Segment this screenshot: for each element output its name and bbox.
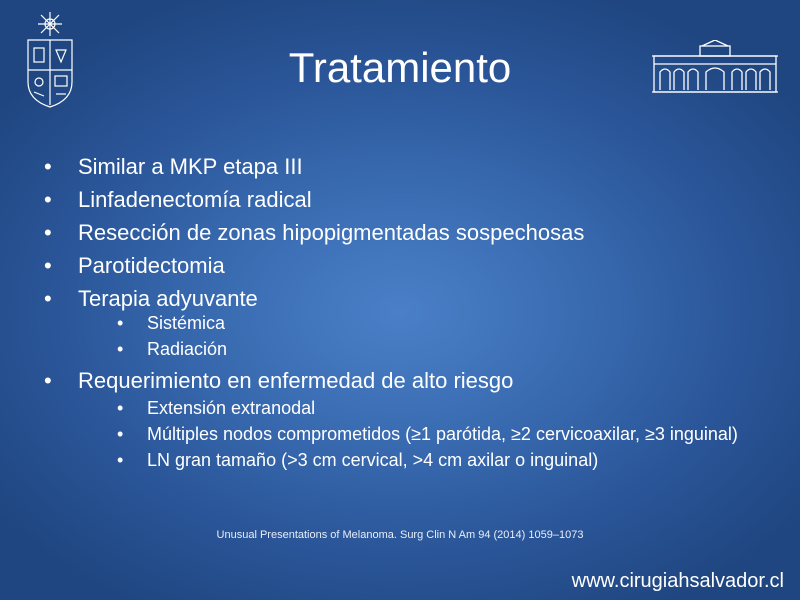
bullet-item: • Requerimiento en enfermedad de alto riesgo — [44, 364, 764, 397]
bullet-item: • Similar a MKP etapa III — [44, 150, 764, 183]
bullet-list — [44, 150, 764, 315]
bullet-item: • Resección de zonas hipopigmentadas sospechosas — [44, 216, 764, 249]
slide-title: Tratamiento — [288, 44, 512, 91]
sub-bullet-list — [44, 312, 764, 364]
reference-citation: Unusual Presentations of Melanoma. Surg Clin N Am 94 (2014) 1059–1073 — [216, 529, 584, 541]
sub-bullet-item: • LN gran tamaño (>3 cm cervical, >4 cm axilar o inguinal) — [117, 449, 764, 471]
sub-bullet-item: • Sistémica — [117, 312, 764, 334]
sub-bullet-list-2 — [44, 397, 764, 475]
bullet-item: • Parotidectomia — [44, 249, 764, 282]
website-url: www.cirugiahsalvador.cl — [571, 570, 784, 592]
bullet-list-2 — [44, 364, 764, 397]
bullet-item: • Linfadenectomía radical — [44, 183, 764, 216]
sub-bullet-item: • Extensión extranodal — [117, 397, 764, 419]
sub-bullet-item: • Radiación — [117, 338, 764, 360]
sub-bullet-item: • Múltiples nodos comprometidos (≥1 parótida, ≥2 cervicoaxilar, ≥3 inguinal) — [117, 423, 747, 445]
bullet-item: • Terapia adyuvante — [44, 282, 764, 315]
